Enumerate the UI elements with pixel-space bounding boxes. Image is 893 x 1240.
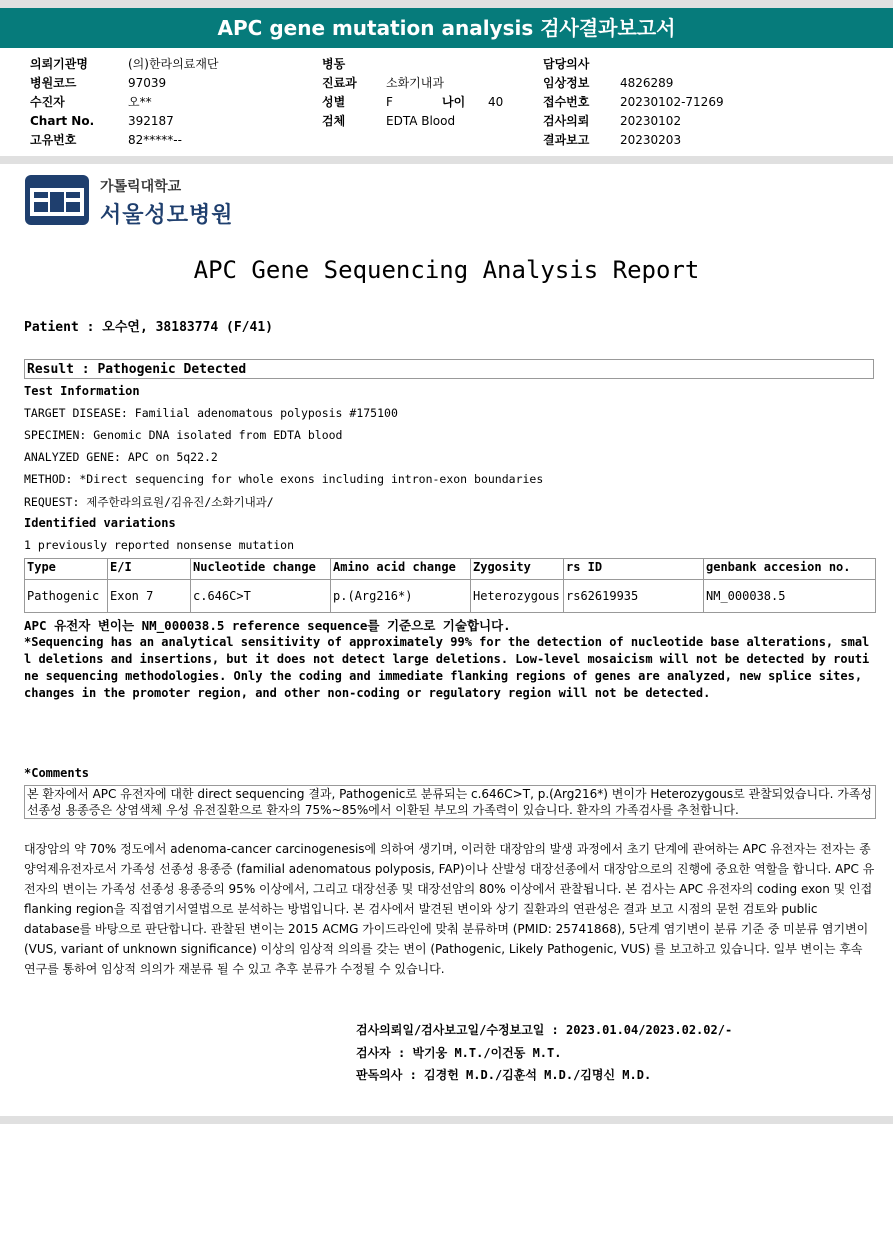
cell-zygosity: Heterozygous (471, 580, 564, 613)
analyzed-gene: ANALYZED GENE: APC on 5q22.2 (24, 450, 218, 464)
variations-heading: Identified variations (24, 516, 176, 530)
report-title: APC Gene Sequencing Analysis Report (193, 256, 700, 284)
field-label: 의뢰기관명 (30, 57, 88, 71)
field-value: F (386, 95, 393, 109)
col-header-zygosity: Zygosity (471, 559, 564, 580)
col-header-amino-acid: Amino acid change (331, 559, 471, 580)
field-value: 82*****-- (128, 133, 182, 147)
comments-heading: *Comments (24, 766, 90, 780)
field-value: 392187 (128, 114, 174, 128)
patient-line: Patient : 오수연, 38183774 (F/41) (24, 320, 273, 335)
cell-amino-acid: p.(Arg216*) (331, 580, 471, 613)
field-value: 97039 (128, 76, 167, 90)
doctors-line: 판독의사 : 김경헌 M.D./김훈석 M.D./김명신 M.D. (356, 1068, 652, 1082)
field-label: 결과보고 (543, 133, 590, 147)
report-header-title: APC gene mutation analysis 검사결과보고서 (0, 8, 893, 48)
field-label: 병동 (322, 57, 346, 71)
cell-ei: Exon 7 (108, 580, 191, 613)
col-header-type: Type (25, 559, 108, 580)
header-col-3 (543, 55, 724, 150)
age-value: 40 (488, 95, 504, 109)
col-header-ei: E/I (108, 559, 191, 580)
result-box: Result : Pathogenic Detected (24, 359, 874, 379)
field-label: 검사의뢰 (543, 114, 590, 128)
col-header-nucleotide: Nucleotide change (191, 559, 331, 580)
field-label: Chart No. (30, 114, 95, 128)
comment-summary-box: 본 환자에서 APC 유전자에 대한 direct sequencing 결과, Pathogenic로 분류되는 c.646C>T, p.(Arg216*) 변이가 Heterozygous로 관찰되었습니다. 가족성 선종성 용종증은 상염색체 우성 유전질환으로 환자의 75%~85%에서 이환된 부모의 가족력이 있습니다. 환자의 가족검사를 추천합니다. (24, 785, 876, 819)
cell-nucleotide: c.646C>T (191, 580, 331, 613)
field-value: EDTA Blood (386, 114, 456, 128)
field-value: (의)한라의료재단 (128, 57, 219, 71)
field-value: 소화기내과 (386, 76, 444, 90)
header-separator (0, 156, 893, 164)
hospital-seal-icon (24, 174, 90, 226)
table-header-row (25, 559, 876, 580)
variants-table (24, 558, 876, 613)
request: REQUEST: 제주한라의료원/김유진/소화기내과/ (24, 495, 274, 509)
field-value: 20230102-71269 (620, 95, 724, 109)
specimen: SPECIMEN: Genomic DNA isolated from EDTA blood (24, 428, 343, 442)
hospital-name-line1: 가톨릭대학교 (100, 179, 182, 195)
field-label: 담당의사 (543, 57, 590, 71)
cell-genbank: NM_000038.5 (704, 580, 876, 613)
field-label: 고유번호 (30, 133, 77, 147)
footer-separator (0, 1116, 893, 1124)
hospital-name (100, 176, 234, 229)
target-disease: TARGET DISEASE: Familial adenomatous polyposis #175100 (24, 406, 398, 420)
field-label: 검체 (322, 114, 346, 128)
field-label: 진료과 (322, 76, 357, 90)
hospital-name-line2: 서울성모병원 (100, 203, 234, 228)
technician-line: 검사자 : 박기웅 M.T./이건동 M.T. (356, 1046, 562, 1060)
field-label: 병원코드 (30, 76, 77, 90)
field-label: 성별 (322, 95, 346, 109)
reference-note: APC 유전자 변이는 NM_000038.5 reference sequence를 기준으로 기술합니다. (24, 618, 511, 633)
field-value: 20230203 (620, 133, 682, 147)
field-label: 임상정보 (543, 76, 590, 90)
variations-summary: 1 previously reported nonsense mutation (24, 538, 295, 552)
field-label: 접수번호 (543, 95, 590, 109)
field-value: 20230102 (620, 114, 682, 128)
table-row (25, 580, 876, 613)
cell-type: Pathogenic (25, 580, 108, 613)
header-col-1 (30, 55, 219, 150)
comment-body: 대장암의 약 70% 정도에서 adenoma-cancer carcinogenesis에 의하여 생기며, 이러한 대장암의 발생 과정에서 초기 단계에 관여하는 APC 유전자는 전자는 종양억제유전자로서 가족성 선종성 용종증 (familial adenomatous polyposis, FAP)이나 산발성 대장선종에서 대장암으로의 진행에 중요한 역할을 합니다. APC 유전자의 변이는 가족성 선종성 용종증의 95% 이상에서, 그리고 대장선종 및 대장선암의 80% 이상에서 관찰됩니다. 본 검사는 APC 유전자의 coding exon 및 인접 flanking region을 직접염기서열법으로 분석하는 방법입니다. 본 검사에서 발견된 변이와 상기 질환과의 연관성은 결과 보고 시점의 문헌 검토와 public database를 바탕으로 판단합니다. 관찰된 변이는 2015 ACMG 가이드라인에 맞춰 분류하며 (PMID: 25741868), 5단계 염기변이 분류 기준 중 미분류 염기변이 (VUS, variant of unknown significance) 이상의 임상적 의의를 갖는 변이 (Pathogenic, Likely Pathogenic, VUS) 를 보고하고 있습니다. 일부 변이는 후속 연구를 통하여 임상적 의의가 재분류 될 수 있고 추후 분류가 수정될 수 있습니다. (24, 842, 875, 976)
field-value: 4826289 (620, 76, 674, 90)
top-strip (0, 0, 893, 8)
col-header-genbank: genbank accesion no. (704, 559, 876, 580)
col-header-rsid: rs ID (564, 559, 704, 580)
field-label: 수진자 (30, 95, 65, 109)
age-label: 나이 (442, 95, 466, 109)
method: METHOD: *Direct sequencing for whole exons including intron-exon boundaries (24, 472, 544, 486)
field-value: 오** (128, 95, 152, 109)
sensitivity-note: *Sequencing has an analytical sensitivity of approximately 99% for the detection of nucleotide base alterations, small deletions and insertions, but it does not detect large deletions. Low-level mosaicism will not be detected by routine sequencing methodologies. Only the coding and immediate flanking regions of genes are analyzed, new splice sites, changes in the promoter region, and other non-coding or regulatory region will not be detected. (24, 635, 870, 700)
header-col-2 (322, 55, 503, 131)
cell-rsid: rs62619935 (564, 580, 704, 613)
report-dates: 검사의뢰일/검사보고일/수정보고일 : 2023.01.04/2023.02.02/- (356, 1023, 733, 1037)
test-info-heading: Test Information (24, 384, 140, 398)
